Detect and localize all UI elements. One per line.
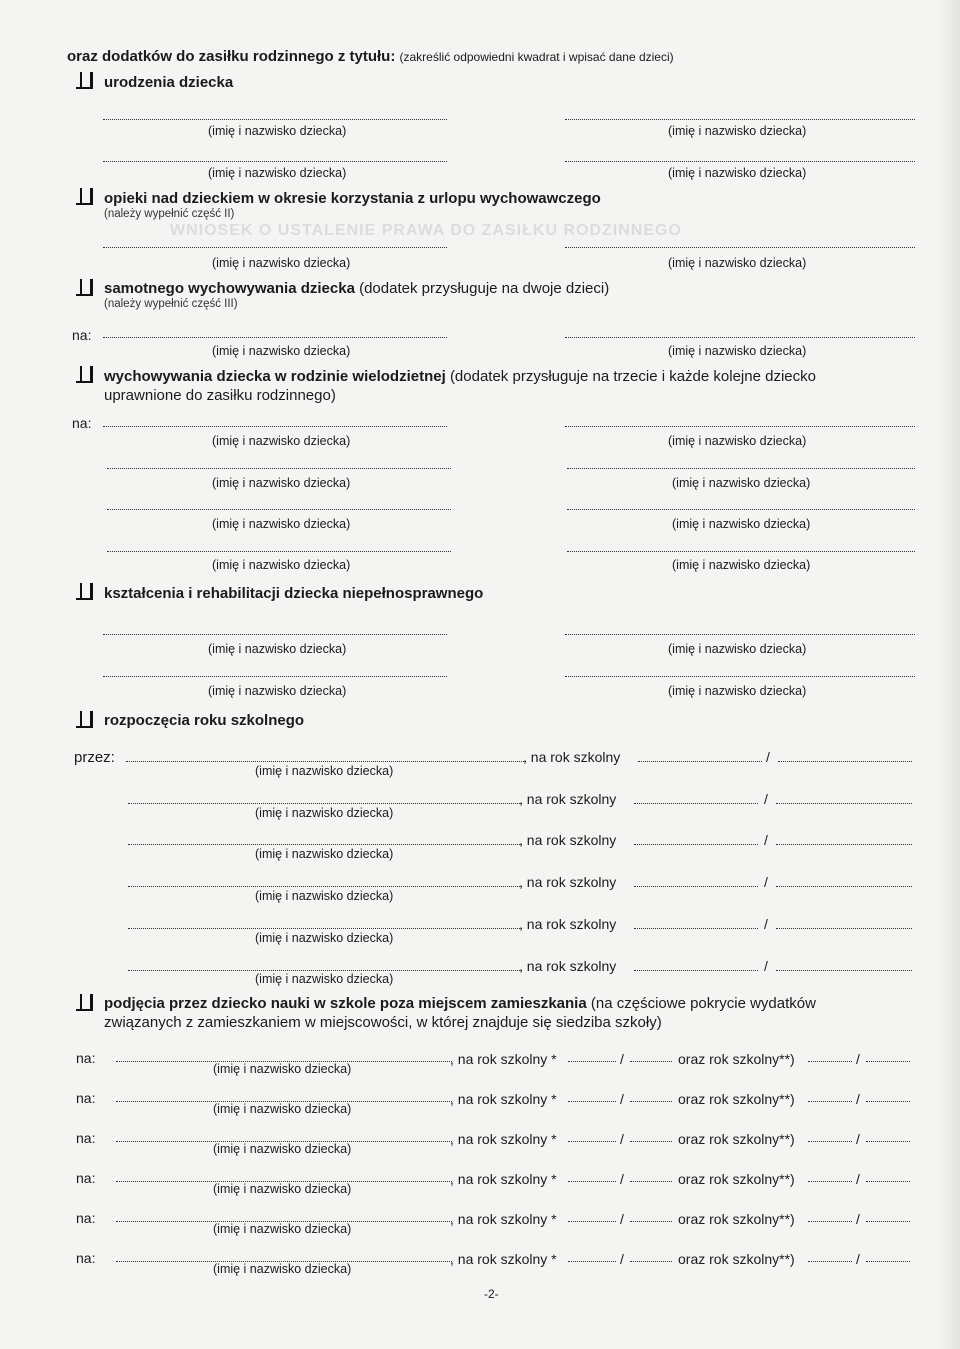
single-parent-child-1-field[interactable] <box>103 336 447 338</box>
school-away-child-5-slash-1: / <box>620 1211 624 1227</box>
birth-title: urodzenia dziecka <box>104 74 234 91</box>
large-family-title-text: wychowywania dziecka w rodzinie wielodzietnej <box>104 368 446 385</box>
large-family-child-7-caption: (imię i nazwisko dziecka) <box>212 558 351 572</box>
birth-child-1-field[interactable] <box>103 118 447 120</box>
school-year-child-6-slash: / <box>764 958 768 974</box>
form-heading <box>67 48 674 65</box>
large-family-child-2-field[interactable] <box>565 425 915 427</box>
childcare-child-1-field[interactable] <box>103 246 447 248</box>
birth-checkbox[interactable] <box>80 72 93 89</box>
school-away-title <box>104 995 816 1012</box>
school-away-child-2-slash-2: / <box>856 1091 860 1107</box>
disabled-child-4-field[interactable] <box>565 675 915 677</box>
school-away-child-2-year-to[interactable] <box>630 1100 672 1102</box>
school-year-child-5-year-from[interactable] <box>634 927 758 929</box>
school-away-child-5-and-label: oraz rok szkolny**) <box>678 1211 795 1227</box>
large-family-child-4-caption: (imię i nazwisko dziecka) <box>672 476 811 490</box>
school-away-child-1-caption: (imię i nazwisko dziecka) <box>213 1062 352 1076</box>
single-parent-title-text: samotnego wychowywania dziecka <box>104 280 355 297</box>
school-away-child-6-year-from[interactable] <box>568 1260 616 1262</box>
school-year-child-1-field[interactable] <box>126 760 526 762</box>
school-year-child-3-year-label: , na rok szkolny <box>519 832 617 848</box>
large-family-child-8-field[interactable] <box>567 550 915 552</box>
school-away-child-3-and-label: oraz rok szkolny**) <box>678 1131 795 1147</box>
school-year-child-1-year-from[interactable] <box>638 760 762 762</box>
large-family-child-3-field[interactable] <box>107 467 451 469</box>
large-family-child-8-caption: (imię i nazwisko dziecka) <box>672 558 811 572</box>
disabled-child-4-caption: (imię i nazwisko dziecka) <box>668 684 807 698</box>
disabled-child-1-caption: (imię i nazwisko dziecka) <box>208 642 347 656</box>
school-year-child-4-caption: (imię i nazwisko dziecka) <box>255 889 394 903</box>
school-away-child-3-slash-2: / <box>856 1131 860 1147</box>
school-away-child-6-caption: (imię i nazwisko dziecka) <box>213 1262 352 1276</box>
school-away-child-5-year-from[interactable] <box>568 1220 616 1222</box>
heading-main: oraz dodatków do zasiłku rodzinnego z tytułu: <box>67 48 396 65</box>
school-away-child-4-slash-2: / <box>856 1171 860 1187</box>
school-away-child-6-slash-2: / <box>856 1251 860 1267</box>
large-family-na-label: na: <box>72 415 92 431</box>
school-year-child-4-year-from[interactable] <box>634 885 758 887</box>
school-away-child-5-slash-2: / <box>856 1211 860 1227</box>
school-year-child-3-year-from[interactable] <box>634 843 758 845</box>
disabled-child-2-field[interactable] <box>565 633 915 635</box>
single-parent-child-2-field[interactable] <box>565 336 915 338</box>
school-away-child-3-caption: (imię i nazwisko dziecka) <box>213 1142 352 1156</box>
birth-child-3-caption: (imię i nazwisko dziecka) <box>208 166 347 180</box>
single-parent-note: (dodatek przysługuje na dwoje dzieci) <box>359 280 610 297</box>
school-away-note-line-2 <box>104 1014 662 1031</box>
school-away-child-5-second-year-from[interactable] <box>808 1220 852 1222</box>
birth-child-3-field[interactable] <box>103 160 447 162</box>
childcare-sub: (należy wypełnić część II) <box>104 208 235 220</box>
bleed-through-text: WNIOSEK O USTALENIE PRAWA DO ZASIŁKU RODZINNEGO <box>170 222 682 239</box>
page-number: -2- <box>484 1287 499 1301</box>
school-away-child-6-year-to[interactable] <box>630 1260 672 1262</box>
school-away-na-label-4: na: <box>76 1170 96 1186</box>
school-away-child-2-second-year-to[interactable] <box>866 1100 910 1102</box>
school-away-child-3-year-label: , na rok szkolny * <box>450 1131 557 1147</box>
school-away-child-2-year-from[interactable] <box>568 1100 616 1102</box>
single-parent-na-label: na: <box>72 327 92 343</box>
school-year-child-1-caption: (imię i nazwisko dziecka) <box>255 764 394 778</box>
school-away-child-6-slash-1: / <box>620 1251 624 1267</box>
birth-child-2-field[interactable] <box>565 118 915 120</box>
school-away-child-1-year-to[interactable] <box>630 1060 672 1062</box>
school-year-child-1-year-label: , na rok szkolny <box>523 749 621 765</box>
school-year-child-5-slash: / <box>764 916 768 932</box>
large-family-child-3-caption: (imię i nazwisko dziecka) <box>212 476 351 490</box>
large-family-note-2 <box>104 387 336 404</box>
childcare-child-2-field[interactable] <box>565 246 915 248</box>
school-away-note2: związanych z zamieszkaniem w miejscowości, w której znajduje się siedziba szkoły) <box>104 1014 662 1031</box>
large-family-title <box>104 368 816 385</box>
large-family-child-6-caption: (imię i nazwisko dziecka) <box>672 517 811 531</box>
school-year-child-2-slash: / <box>764 791 768 807</box>
disabled-checkbox[interactable] <box>80 583 93 600</box>
school-year-child-4-slash: / <box>764 874 768 890</box>
birth-child-4-field[interactable] <box>565 160 915 162</box>
single-parent-child-1-caption: (imię i nazwisko dziecka) <box>212 344 351 358</box>
school-away-child-2-and-label: oraz rok szkolny**) <box>678 1091 795 1107</box>
school-year-child-3-slash: / <box>764 832 768 848</box>
birth-child-4-caption: (imię i nazwisko dziecka) <box>668 166 807 180</box>
school-away-na-label-5: na: <box>76 1210 96 1226</box>
birth-child-2-caption: (imię i nazwisko dziecka) <box>668 124 807 138</box>
school-away-child-3-slash-1: / <box>620 1131 624 1147</box>
single-parent-child-2-caption: (imię i nazwisko dziecka) <box>668 344 807 358</box>
school-year-child-6-caption: (imię i nazwisko dziecka) <box>255 972 394 986</box>
single-parent-title <box>104 280 609 297</box>
school-away-child-2-slash-1: / <box>620 1091 624 1107</box>
school-away-child-1-second-year-from[interactable] <box>808 1060 852 1062</box>
scan-edge-shadow <box>938 0 960 1349</box>
school-away-child-6-second-year-to[interactable] <box>866 1260 910 1262</box>
school-away-child-6-year-label: , na rok szkolny * <box>450 1251 557 1267</box>
school-year-child-2-year-to[interactable] <box>776 802 912 804</box>
school-away-child-2-second-year-from[interactable] <box>808 1100 852 1102</box>
school-year-title: rozpoczęcia roku szkolnego <box>104 712 305 729</box>
school-year-child-4-year-to[interactable] <box>776 885 912 887</box>
school-away-child-1-year-label: , na rok szkolny * <box>450 1051 557 1067</box>
single-parent-sub: (należy wypełnić część III) <box>104 298 238 310</box>
large-family-note: (dodatek przysługuje na trzecie i każde kolejne dziecko <box>449 368 816 385</box>
school-away-child-1-second-year-to[interactable] <box>866 1060 910 1062</box>
childcare-child-2-caption: (imię i nazwisko dziecka) <box>668 256 807 270</box>
large-family-child-6-field[interactable] <box>567 508 915 510</box>
school-year-child-1-year-to[interactable] <box>778 760 912 762</box>
large-family-child-5-caption: (imię i nazwisko dziecka) <box>212 517 351 531</box>
large-family-child-2-caption: (imię i nazwisko dziecka) <box>668 434 807 448</box>
school-year-child-3-field[interactable] <box>128 843 522 845</box>
single-parent-checkbox[interactable] <box>80 279 93 296</box>
school-away-na-label-2: na: <box>76 1090 96 1106</box>
school-away-title-text: podjęcia przez dziecko nauki w szkole poza miejscem zamieszkania <box>104 995 587 1012</box>
school-away-child-2-caption: (imię i nazwisko dziecka) <box>213 1102 352 1116</box>
school-away-na-label-1: na: <box>76 1050 96 1066</box>
school-away-child-1-slash-2: / <box>856 1051 860 1067</box>
school-year-child-4-field[interactable] <box>128 885 522 887</box>
large-family-child-1-field[interactable] <box>103 425 447 427</box>
school-year-child-3-year-to[interactable] <box>776 843 912 845</box>
school-away-child-4-year-to[interactable] <box>630 1180 672 1182</box>
childcare-title: opieki nad dzieckiem w okresie korzystania z urlopu wychowawczego <box>104 190 601 207</box>
disabled-child-3-field[interactable] <box>103 675 447 677</box>
school-year-child-6-year-label: , na rok szkolny <box>519 958 617 974</box>
school-away-child-4-slash-1: / <box>620 1171 624 1187</box>
childcare-checkbox[interactable] <box>80 188 93 205</box>
school-year-child-2-year-from[interactable] <box>634 802 758 804</box>
school-away-child-3-year-from[interactable] <box>568 1140 616 1142</box>
school-year-child-3-caption: (imię i nazwisko dziecka) <box>255 847 394 861</box>
school-year-child-1-slash: / <box>766 749 770 765</box>
school-away-child-3-second-year-to[interactable] <box>866 1140 910 1142</box>
school-year-child-5-year-to[interactable] <box>776 927 912 929</box>
large-family-checkbox[interactable] <box>80 366 93 383</box>
school-away-child-1-year-from[interactable] <box>568 1060 616 1062</box>
school-year-child-6-year-from[interactable] <box>634 969 758 971</box>
school-year-przez-label: przez: <box>74 749 115 766</box>
school-year-child-4-year-label: , na rok szkolny <box>519 874 617 890</box>
school-away-child-4-caption: (imię i nazwisko dziecka) <box>213 1182 352 1196</box>
school-year-child-2-field[interactable] <box>128 802 522 804</box>
heading-note: (zakreślić odpowiedni kwadrat i wpisać dane dzieci) <box>399 50 674 64</box>
school-year-child-2-year-label: , na rok szkolny <box>519 791 617 807</box>
school-away-child-5-year-label: , na rok szkolny * <box>450 1211 557 1227</box>
school-year-child-2-caption: (imię i nazwisko dziecka) <box>255 806 394 820</box>
large-family-child-1-caption: (imię i nazwisko dziecka) <box>212 434 351 448</box>
school-away-child-4-year-from[interactable] <box>568 1180 616 1182</box>
school-away-child-1-slash-1: / <box>620 1051 624 1067</box>
school-year-child-6-year-to[interactable] <box>776 969 912 971</box>
school-away-child-5-second-year-to[interactable] <box>866 1220 910 1222</box>
school-year-child-5-caption: (imię i nazwisko dziecka) <box>255 931 394 945</box>
school-away-child-6-and-label: oraz rok szkolny**) <box>678 1251 795 1267</box>
disabled-title: kształcenia i rehabilitacji dziecka niepełnosprawnego <box>104 585 484 602</box>
school-year-child-5-field[interactable] <box>128 927 522 929</box>
school-away-child-4-second-year-from[interactable] <box>808 1180 852 1182</box>
large-family-child-5-field[interactable] <box>107 508 451 510</box>
school-away-child-4-second-year-to[interactable] <box>866 1180 910 1182</box>
school-away-child-4-and-label: oraz rok szkolny**) <box>678 1171 795 1187</box>
school-away-child-2-year-label: , na rok szkolny * <box>450 1091 557 1107</box>
school-year-child-6-field[interactable] <box>128 969 522 971</box>
school-year-checkbox[interactable] <box>80 711 93 728</box>
school-year-child-5-year-label: , na rok szkolny <box>519 916 617 932</box>
large-family-child-4-field[interactable] <box>567 467 915 469</box>
disabled-child-1-field[interactable] <box>103 633 447 635</box>
school-away-child-5-caption: (imię i nazwisko dziecka) <box>213 1222 352 1236</box>
disabled-child-3-caption: (imię i nazwisko dziecka) <box>208 684 347 698</box>
disabled-child-2-caption: (imię i nazwisko dziecka) <box>668 642 807 656</box>
birth-child-1-caption: (imię i nazwisko dziecka) <box>208 124 347 138</box>
large-family-child-7-field[interactable] <box>107 550 451 552</box>
childcare-child-1-caption: (imię i nazwisko dziecka) <box>212 256 351 270</box>
school-away-child-1-and-label: oraz rok szkolny**) <box>678 1051 795 1067</box>
school-away-na-label-3: na: <box>76 1130 96 1146</box>
school-away-child-5-year-to[interactable] <box>630 1220 672 1222</box>
school-away-note: (na częściowe pokrycie wydatków <box>590 995 816 1012</box>
large-family-note2-text: uprawnione do zasiłku rodzinnego) <box>104 387 336 404</box>
school-away-child-3-second-year-from[interactable] <box>808 1140 852 1142</box>
school-away-checkbox[interactable] <box>80 994 93 1011</box>
school-away-na-label-6: na: <box>76 1250 96 1266</box>
school-away-child-4-year-label: , na rok szkolny * <box>450 1171 557 1187</box>
school-away-child-3-year-to[interactable] <box>630 1140 672 1142</box>
school-away-child-6-second-year-from[interactable] <box>808 1260 852 1262</box>
